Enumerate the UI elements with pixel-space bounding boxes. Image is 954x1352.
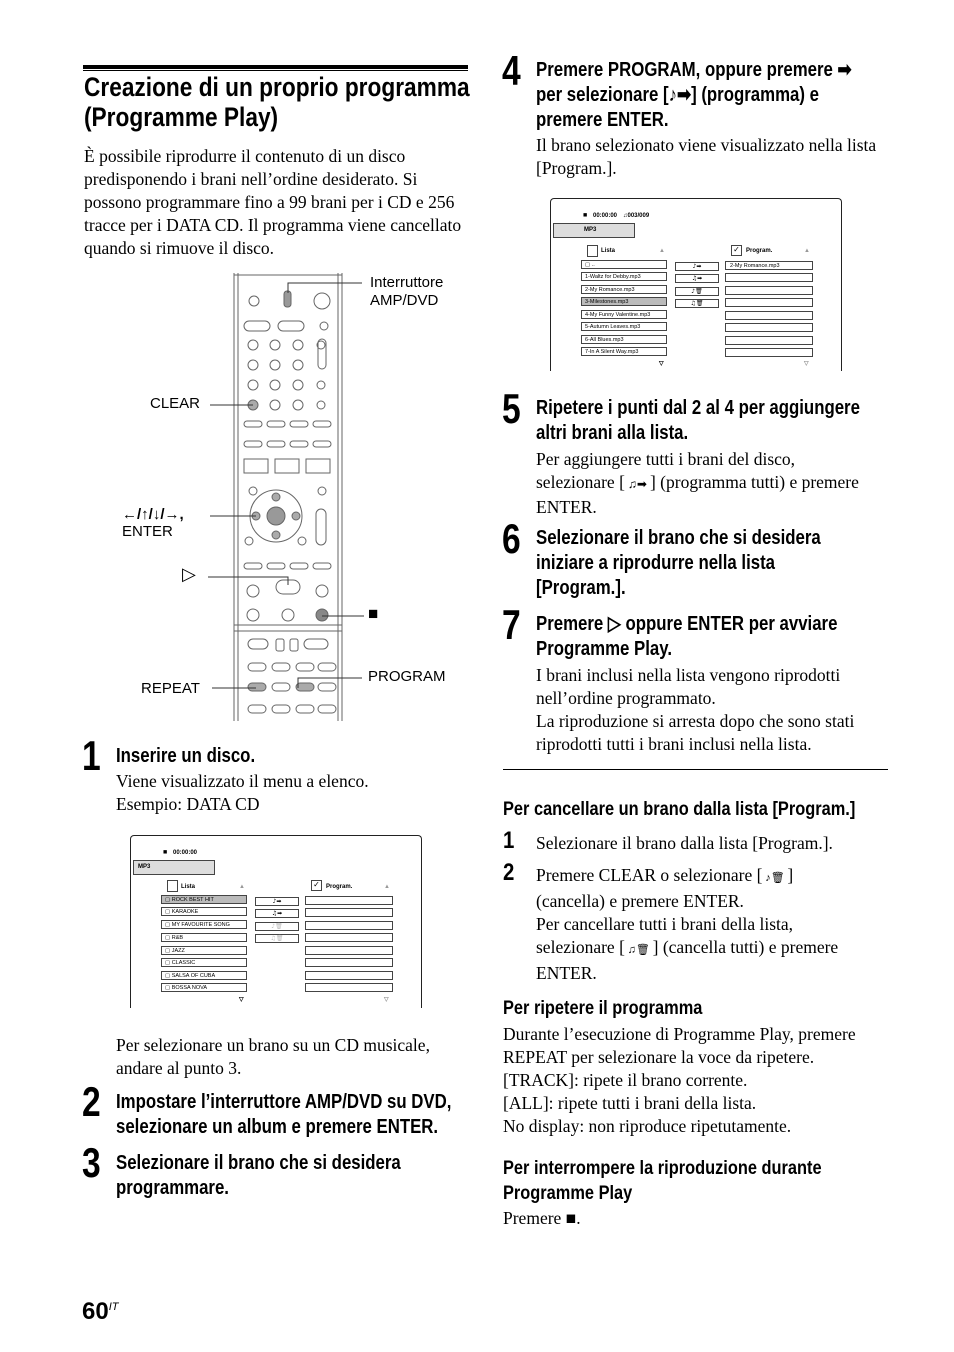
osd1-program-slot: [305, 908, 393, 917]
program-icon[interactable]: ♪➡: [675, 262, 719, 271]
label-enter: ENTER: [122, 523, 173, 540]
osd2-track-row[interactable]: ▢ ..: [581, 260, 667, 269]
osd1-folder-row[interactable]: ▢ MY FAVOURITE SONG: [161, 920, 247, 929]
osd1-program-slot: [305, 921, 393, 930]
stop-heading: [503, 1156, 822, 1206]
osd2-track-name: 5-Autumn Leaves.mp3: [585, 324, 641, 330]
osd1-folder-name: CLASSIC: [171, 960, 196, 966]
osd1-program-slot: [305, 896, 393, 905]
step-2-title: [116, 1090, 451, 1140]
label-play: ▷: [182, 564, 196, 584]
repeat-line3: [TRACK]: ripete il brano corrente.: [503, 1070, 748, 1090]
step-2-title-line1: Impostare l’interruttore AMP/DVD su DVD,: [116, 1091, 452, 1113]
step-6-title-line2: iniziare a riprodurre nella lista: [536, 552, 776, 574]
label-amp-dvd-switch: [370, 274, 443, 310]
cancel-step-2-line4: [536, 936, 896, 962]
osd1-mode: MP3: [138, 864, 151, 870]
osd2-program-slot: [725, 311, 813, 320]
osd1-folder-row[interactable]: ▢ ROCK BEST HIT: [161, 895, 247, 904]
step-4-body: Il brano selezionato viene visualizzato nella lista [Program.].: [536, 135, 877, 178]
osd2-program-slot: [725, 336, 813, 345]
cancel-step-2-line2: (cancella) e premere ENTER.: [536, 891, 744, 911]
osd1-scroll-down-right: ▽: [384, 997, 389, 1003]
osd2-track-name: ..: [591, 262, 595, 268]
section-divider: [503, 769, 888, 770]
osd2-scroll-up-right: ▲: [804, 248, 810, 254]
step-7-body-line2: nell’ordine programmato.: [536, 688, 716, 708]
osd2-track-name: 7-In A Silent Way.mp3: [585, 349, 639, 355]
osd-screen-program: [550, 198, 842, 371]
osd2-scroll-down: ▽: [659, 361, 664, 367]
step-1-number: 1: [82, 732, 101, 779]
step-7-body-line3: La riproduzione si arresta dopo che sono stati: [536, 711, 855, 731]
program-all-icon[interactable]: ♫➡: [255, 909, 299, 918]
program-icon[interactable]: ♪➡: [255, 897, 299, 906]
step-3-number: 3: [82, 1139, 101, 1186]
osd1-program-slot: [305, 958, 393, 967]
osd2-track-row[interactable]: [581, 272, 667, 281]
stop-body: Premere ■.: [503, 1208, 581, 1228]
osd2-program-slot: [725, 298, 813, 307]
osd1-program-slot: [305, 946, 393, 955]
osd1-folder-name: BOSSA NOVA: [171, 985, 208, 991]
label-stop: ■: [368, 604, 379, 623]
clear-all-icon: ♫🗑: [255, 934, 299, 943]
label-switch-line1: Interruttore: [370, 274, 444, 291]
step-2-title-line2: selezionare un album e premere ENTER.: [116, 1116, 439, 1138]
osd2-mode-box: [553, 223, 635, 238]
osd2-track-name: 2-My Romance.mp3: [585, 287, 635, 293]
page-title-line2: (Programme Play): [84, 102, 279, 132]
repeat-heading: Per ripetere il programma: [503, 997, 703, 1019]
label-switch-line2: AMP/DVD: [370, 292, 439, 309]
osd1-scroll-up-right: ▲: [384, 884, 390, 890]
osd1-stop-indicator: ■: [163, 849, 168, 856]
page-number: [82, 1298, 118, 1326]
step-3-title-line1: Selezionare il brano che si desidera: [116, 1152, 401, 1174]
step-4-title-line2: per selezionare [♪➡] (programma) e: [536, 84, 819, 106]
osd1-scroll-up: ▲: [239, 884, 245, 890]
osd1-folder-name: R&B: [171, 935, 184, 941]
osd1-program-slot: [305, 983, 393, 992]
step-2-number: 2: [82, 1078, 101, 1125]
osd2-list-label: Lista: [601, 248, 616, 254]
cancel-step-2: [536, 864, 896, 985]
step-4-number: 4: [502, 47, 521, 94]
repeat-line2: REPEAT per selezionare la voce da ripetere.: [503, 1047, 815, 1067]
osd1-list-icon: [167, 880, 178, 892]
osd1-folder-name: SALSA OF CUBA: [171, 973, 216, 979]
osd1-folder-row[interactable]: ▢ R&B: [161, 933, 247, 942]
clear-all-icon: ♫🗑: [624, 944, 653, 956]
step-7-title-line1: Premere ▷ oppure ENTER per avviare: [536, 613, 838, 635]
osd1-folder-name: ROCK BEST HIT: [171, 897, 214, 903]
repeat-line5: No display: non riproduce ripetutamente.: [503, 1116, 792, 1136]
step-1-body: [116, 770, 369, 816]
stop-heading-line2: Programme Play: [503, 1182, 633, 1204]
osd1-folder-row[interactable]: ▢ JAZZ: [161, 946, 247, 955]
step-1-example: Esempio: DATA CD: [116, 794, 260, 814]
osd1-folder-row[interactable]: ▢ BOSSA NOVA: [161, 983, 247, 992]
repeat-line4: [ALL]: ripete tutti i brani della lista.: [503, 1093, 757, 1113]
osd1-program-slot: [305, 933, 393, 942]
osd2-track-name: 3-Milestones.mp3: [585, 299, 629, 305]
step-7-body-line4: riprodotti tutti i brani inclusi nella lista.: [536, 734, 812, 754]
step-5-number: 5: [502, 385, 521, 432]
osd2-program-slot: [725, 348, 813, 357]
osd-screen-list: [130, 835, 422, 1008]
osd2-program-slot: [725, 286, 813, 295]
step-5-body-line3: ENTER.: [536, 497, 597, 517]
clear-all-icon[interactable]: ♫🗑: [675, 299, 719, 308]
step-5-title-line1: Ripetere i punti dal 2 al 4 per aggiungere: [536, 397, 860, 419]
osd2-track-row[interactable]: [581, 310, 667, 319]
osd2-program-slot[interactable]: [725, 261, 813, 270]
step-3-title: [116, 1151, 401, 1201]
step-4-title: [536, 58, 852, 133]
step-6-title-line3: [Program.].: [536, 577, 626, 599]
osd2-track: ♫003/009: [623, 213, 650, 219]
osd1-folder-row[interactable]: ▢ KARAOKE: [161, 907, 247, 916]
step-6-title-line1: Selezionare il brano che si desidera: [536, 527, 821, 549]
repeat-line1: Durante l’esecuzione di Programme Play, premere: [503, 1024, 856, 1044]
step-5-body-line2: [536, 471, 896, 496]
osd1-list-label: Lista: [181, 884, 196, 890]
cancel-step-2-pre: Premere CLEAR o selezionare [: [536, 865, 763, 885]
osd2-track-row[interactable]: [581, 297, 667, 306]
label-arrows: ←/↑/↓/→,: [122, 506, 184, 523]
osd2-track-name: 1-Waltz for Debby.mp3: [585, 274, 641, 280]
osd2-track-name: 6-All Blues.mp3: [585, 337, 624, 343]
osd2-stop-indicator: ■: [583, 212, 588, 219]
osd1-program-label: Program.: [326, 884, 353, 890]
step-4-title-line3: premere ENTER.: [536, 109, 669, 131]
osd1-folder-row[interactable]: ▢ CLASSIC: [161, 958, 247, 967]
osd1-folder-name: JAZZ: [171, 948, 185, 954]
page-number-suffix: IT: [108, 1301, 119, 1313]
osd2-track-name: 4-My Funny Valentine.mp3: [585, 312, 651, 318]
cancel-heading: Per cancellare un brano dalla lista [Program.]: [503, 798, 856, 820]
osd2-track-row[interactable]: [581, 335, 667, 344]
program-all-icon[interactable]: ♫➡: [675, 274, 719, 283]
step-1-title: Inserire un disco.: [116, 745, 256, 767]
osd1-mode-box: [133, 860, 215, 875]
osd1-scroll-down: ▽: [239, 997, 244, 1003]
step-1-note: Per selezionare un brano su un CD musicale, andare al punto 3.: [116, 1035, 430, 1078]
page-number-value: 60: [82, 1298, 109, 1325]
cancel-step-1-number: 1: [503, 827, 515, 854]
step-6-title: [536, 526, 821, 601]
osd1-program-slot: [305, 971, 393, 980]
clear-icon: ♪🗑: [255, 922, 299, 931]
osd1-time: 00:00:00: [173, 850, 198, 856]
label-repeat: REPEAT: [141, 680, 200, 697]
step-6-number: 6: [502, 515, 521, 562]
osd1-folder-name: MY FAVOURITE SONG: [171, 922, 230, 928]
cancel-step-2-pre2: selezionare [: [536, 937, 625, 957]
repeat-body: [503, 1023, 893, 1138]
cancel-step-2-line5: ENTER.: [536, 963, 597, 983]
osd1-program-check: ✓: [311, 880, 322, 891]
osd2-program-slot: [725, 273, 813, 282]
step-5-title: [536, 396, 860, 446]
osd2-scroll-up: ▲: [659, 248, 665, 254]
clear-icon[interactable]: ♪🗑: [675, 287, 719, 296]
cancel-step-2-line1: [536, 864, 896, 890]
label-program: PROGRAM: [368, 668, 446, 685]
osd1-folder-row[interactable]: ▢ SALSA OF CUBA: [161, 971, 247, 980]
osd2-mode: MP3: [584, 227, 597, 233]
step-7-title: [536, 612, 837, 662]
osd2-program-item: 2-My Romance.mp3: [730, 263, 780, 269]
program-all-icon: ♫➡: [624, 477, 650, 491]
osd2-list-icon: [587, 245, 598, 257]
step-7-body-line1: I brani inclusi nella lista vengono riprodotti: [536, 665, 841, 685]
clear-icon: ♪🗑: [762, 872, 788, 884]
step-5-body-line1: Per aggiungere tutti i brani del disco,: [536, 449, 796, 469]
label-clear: CLEAR: [150, 395, 201, 412]
osd2-track-row[interactable]: [581, 285, 667, 294]
step-5-body-pre: selezionare [: [536, 472, 625, 492]
osd1-folder-name: KARAOKE: [171, 909, 199, 915]
osd2-program-label: Program.: [746, 248, 773, 254]
step-7-body: [536, 664, 896, 756]
osd2-time: 00:00:00: [593, 213, 618, 219]
cancel-step-2-close: ]: [787, 865, 794, 885]
cancel-step-2-post2: ] (cancella tutti) e premere: [652, 937, 839, 957]
intro-paragraph: È possibile riprodurre il contenuto di un disco predisponendo i brani nell’ordine desiderato. Si possono programmare fino a 99 brani per i CD e 256 tracce per i DATA CD. Il programma viene cancellato quando si rimuove il disco.: [84, 146, 462, 258]
step-7-number: 7: [502, 601, 521, 648]
cancel-step-2-line3: Per cancellare tutti i brani della lista,: [536, 914, 794, 934]
step-7-title-line2: Programme Play.: [536, 638, 673, 660]
stop-heading-line1: Per interrompere la riproduzione durante: [503, 1157, 822, 1179]
page-title-line1: Creazione di un proprio programma: [84, 72, 470, 102]
step-5-body: [536, 448, 896, 519]
cancel-step-2-number: 2: [503, 859, 515, 886]
step-5-title-line2: altri brani alla lista.: [536, 422, 689, 444]
osd2-scroll-down-right: ▽: [804, 361, 809, 367]
osd2-track-row[interactable]: [581, 322, 667, 331]
osd2-track-row[interactable]: [581, 347, 667, 356]
step-1-body-line: Viene visualizzato il menu a elenco.: [116, 771, 369, 791]
osd2-program-check: ✓: [731, 245, 742, 256]
step-5-body-post: ] (programma tutti) e premere: [649, 472, 859, 492]
osd2-program-slot: [725, 323, 813, 332]
step-3-title-line2: programmare.: [116, 1177, 229, 1199]
step-4-title-line1: Premere PROGRAM, oppure premere ➡: [536, 59, 852, 81]
cancel-step-1: Selezionare il brano dalla lista [Program.].: [536, 833, 833, 853]
